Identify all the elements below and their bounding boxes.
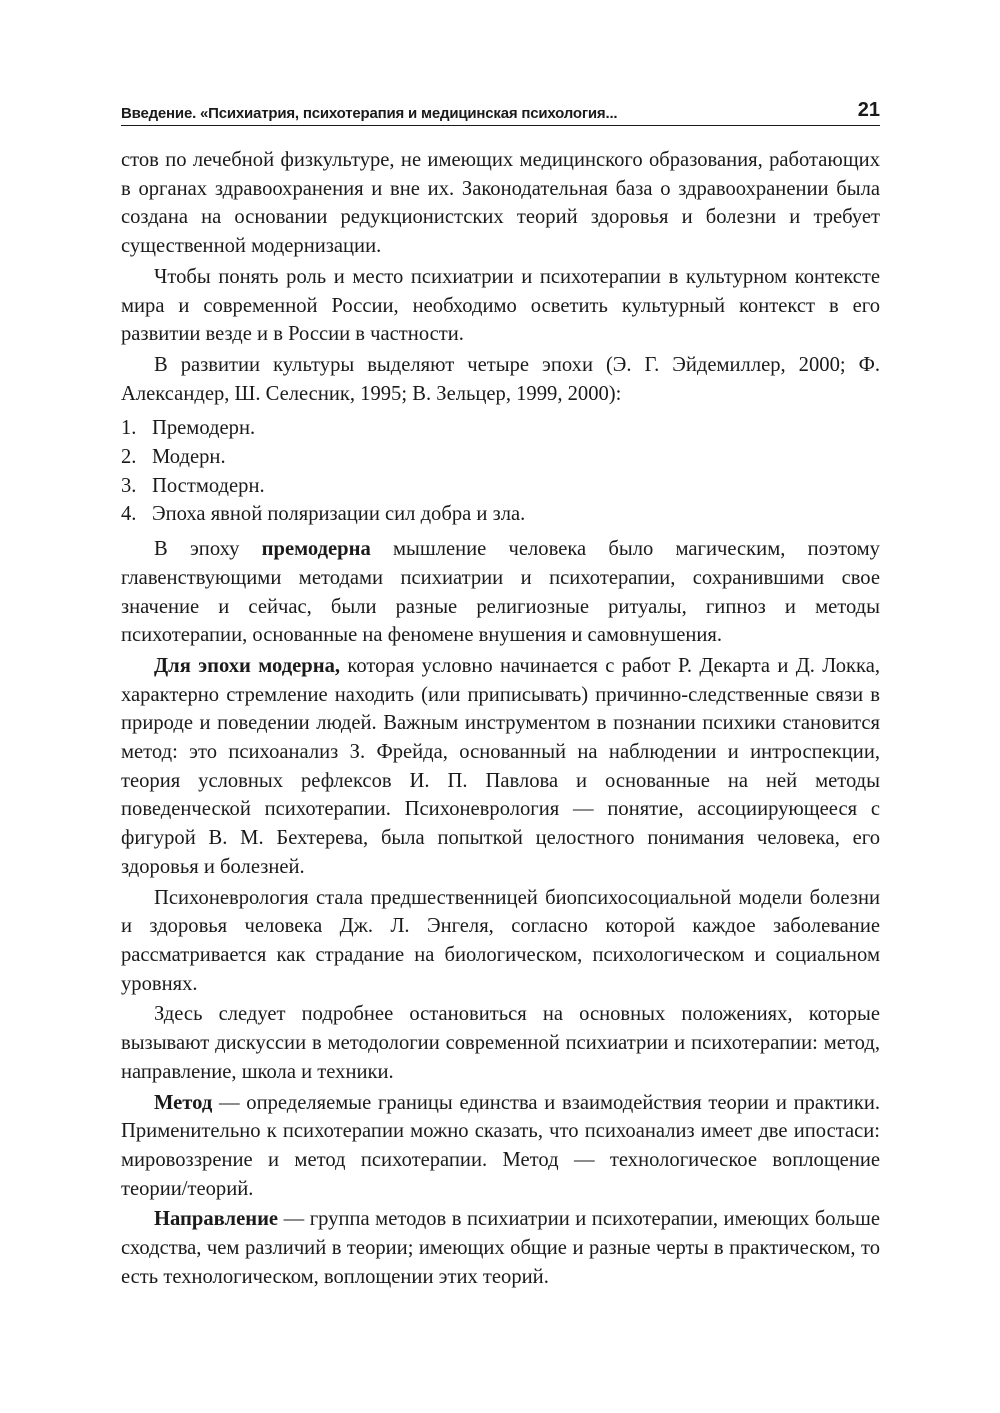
- term-modern: Для эпохи модерна,: [154, 654, 341, 677]
- term-method: Метод: [154, 1091, 213, 1114]
- list-item-text: Премодерн.: [152, 417, 256, 440]
- paragraph-2: Чтобы понять роль и место психиатрии и психотерапии в культурном контексте мира и современной России, необходимо осветить культурный контекст в его развитии везде и в России в частности.: [121, 265, 880, 346]
- paragraph-direction: [121, 1205, 880, 1291]
- paragraph-6: Психоневрология стала предшественницей биопсихосоциальной модели болезни и здоровья человека Дж. Л. Энгеля, согласно которой каждое заболевание рассматривается как страдание на биологическом, психологическом и социальном уровнях.: [121, 886, 880, 995]
- paragraph-premodern-text: мышление человека было магическим, поэтому главенствующими методами психиатрии и психотерапии, сохранившими свое значение и сейчас, были разные религиозные ритуалы, гипноз и методы психотерапии, основанные на феномене внушения и самовнушения.: [121, 538, 880, 647]
- page-number: 21: [857, 99, 880, 121]
- paragraph-3: В развитии культуры выделяют четыре эпохи (Э. Г. Эйдемиллер, 2000; Ф. Александер, Ш. Селесник, 1995; В. Зельцер, 1999, 2000):: [121, 353, 880, 405]
- list-item-number: 4.: [121, 503, 137, 526]
- paragraph-premodern: [121, 535, 880, 650]
- term-premodern: премодерна: [261, 538, 371, 561]
- running-title: Введение. «Психиатрия, психотерапия и медицинская психология...: [121, 105, 618, 122]
- list-item-number: 2.: [121, 446, 137, 469]
- list-item-number: 3.: [121, 474, 137, 497]
- book-page: [121, 96, 880, 1291]
- paragraph-7: Здесь следует подробнее остановиться на основных положениях, которые вызывают дискуссии в методологии современной психиатрии и психотерапии: метод, направление, школа и техники.: [121, 1003, 880, 1083]
- list-item: [121, 443, 880, 472]
- paragraph-premodern-lead: В эпоху: [154, 538, 262, 561]
- list-item-text: Модерн.: [152, 446, 226, 469]
- paragraph-modern-text: которая условно начинается с работ Р. Декарта и Д. Локка, характерно стремление находить (или приписывать) причинно-следственные связи в природе и поведении людей. Важным инструментом в познании психики становится метод: это психоанализ З. Фрейда, основанный на наблюдении и интроспекции, теория условных рефлексов И. П. Павлова и основанные на ней методы поведенческой психотерапии. Психоневрология — понятие, ассоциирующееся с фигурой В. М. Бехтерева, была попыткой целостного понимания человека, его здоровья и болезней.: [121, 654, 880, 878]
- epochs-list: [121, 414, 880, 529]
- paragraph-1: стов по лечебной физкультуре, не имеющих медицинского образования, работающих в органах здравоохранения и вне их. Законодательная база о здравоохранении была создана на основании редукционистских теорий здоровья и болезни и требует существенной модернизации.: [121, 149, 880, 258]
- paragraph-modern: [121, 652, 880, 882]
- list-item: [121, 414, 880, 443]
- running-header: [121, 96, 880, 126]
- paragraph-method: [121, 1089, 880, 1204]
- list-item-text: Постмодерн.: [152, 474, 265, 497]
- list-item: [121, 472, 880, 501]
- paragraph-method-text: — определяемые границы единства и взаимодействия теории и практики. Применительно к психотерапии можно сказать, что психоанализ имеет две ипостаси: мировоззрение и метод психотерапии. Метод — технологическое воплощение теории/теорий.: [121, 1091, 880, 1200]
- list-item-text: Эпоха явной поляризации сил добра и зла.: [152, 503, 526, 526]
- paragraph-direction-text: — группа методов в психиатрии и психотерапии, имеющих больше сходства, чем различий в теории; имеющих общие и разные черты в практическом, то есть технологическом, воплощении этих теорий.: [121, 1208, 880, 1288]
- list-item: [121, 500, 880, 529]
- body-text: [121, 146, 880, 1291]
- list-item-number: 1.: [121, 417, 137, 440]
- term-direction: Направление: [154, 1208, 279, 1231]
